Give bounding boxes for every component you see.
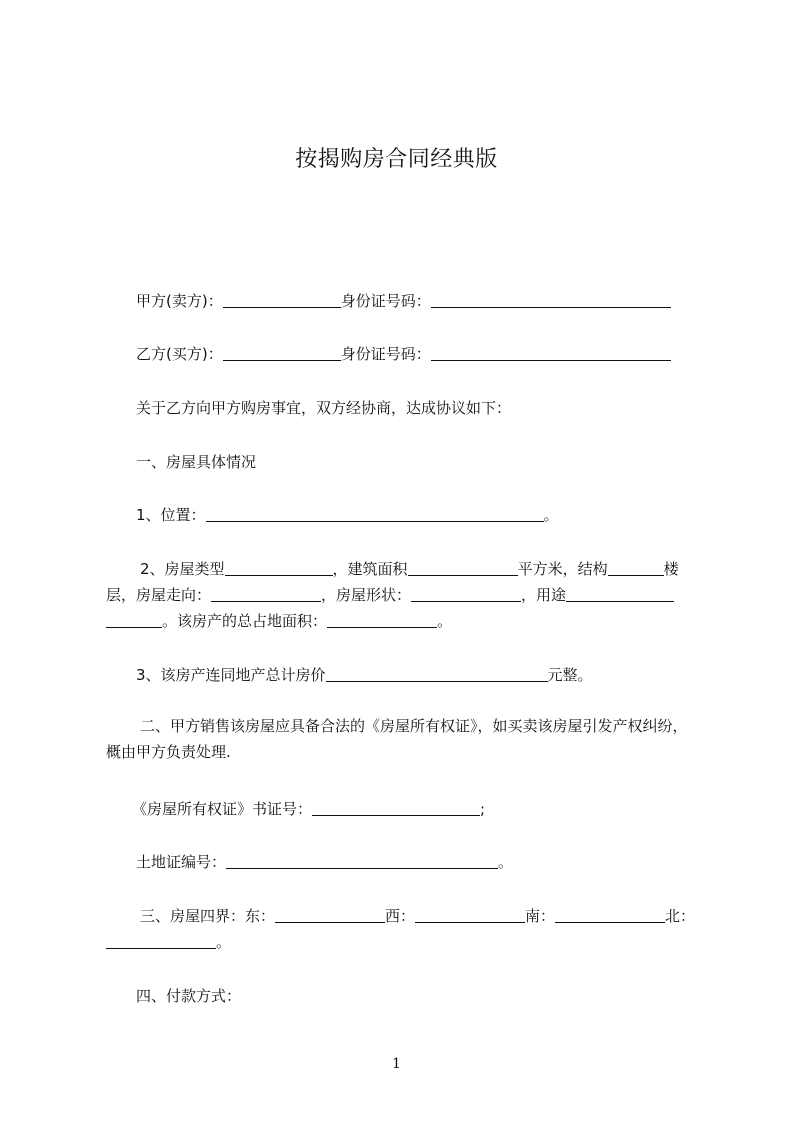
structure-blank[interactable]	[608, 561, 664, 576]
land-area-blank[interactable]	[327, 613, 437, 628]
party-b-line	[136, 345, 671, 363]
section4-heading: 四、付款方式：	[136, 987, 242, 1005]
use-blank[interactable]	[566, 587, 674, 602]
cert-label: 《房屋所有权证》书证号：	[132, 800, 313, 818]
price-label: 3、该房产连同地产总计房价	[136, 666, 326, 684]
cert-end: ;	[480, 800, 486, 818]
orientation-blank[interactable]	[211, 587, 321, 602]
house-details-line-3	[106, 612, 452, 630]
land-cert-label: 土地证编号：	[136, 853, 227, 871]
page-number: 1	[392, 1056, 401, 1072]
house-details-line-1	[140, 560, 679, 578]
price-end: 元整。	[547, 666, 593, 684]
house-details-line-2	[106, 586, 674, 604]
intro-text: 关于乙方向甲方购房事宜，双方经协商，达成协议如下：	[136, 399, 512, 417]
price-line	[136, 666, 593, 684]
land-area-end: 。	[437, 612, 453, 630]
land-cert-blank[interactable]	[226, 854, 498, 869]
location-label: 1、位置：	[136, 506, 206, 524]
west-label: 西：	[385, 907, 416, 925]
south-blank[interactable]	[555, 908, 665, 923]
boundaries-line-1	[140, 907, 695, 925]
use-blank-continued[interactable]	[106, 613, 162, 628]
building-area-label: ，建筑面积	[332, 560, 408, 578]
orientation-label: 层，房屋走向：	[106, 586, 212, 604]
area-unit-structure-label: 平方米，结构	[517, 560, 608, 578]
party-a-line	[136, 292, 671, 310]
use-label: ，用途	[521, 586, 567, 604]
land-cert-line	[136, 853, 513, 871]
party-a-name-blank[interactable]	[223, 293, 341, 308]
shape-blank[interactable]	[411, 587, 521, 602]
party-b-name-blank[interactable]	[223, 346, 341, 361]
party-b-label: 乙方(买方)：	[136, 345, 223, 363]
party-b-id-label: 身份证号码：	[340, 345, 431, 363]
land-area-label: 。该房产的总占地面积：	[162, 612, 328, 630]
party-a-id-blank[interactable]	[431, 293, 671, 308]
boundaries-label-east: 三、房屋四界：东：	[140, 907, 276, 925]
boundaries-line-2	[106, 933, 231, 951]
west-blank[interactable]	[415, 908, 525, 923]
house-type-label: 2、房屋类型	[140, 560, 225, 578]
south-label: 南：	[525, 907, 556, 925]
party-a-id-label: 身份证号码：	[340, 292, 431, 310]
cert-blank[interactable]	[312, 801, 480, 816]
east-blank[interactable]	[275, 908, 385, 923]
north-label: 北：	[665, 907, 696, 925]
location-line	[136, 506, 559, 524]
location-blank[interactable]	[206, 507, 544, 522]
shape-label: ，房屋形状：	[321, 586, 412, 604]
section1-heading: 一、房屋具体情况	[136, 453, 257, 471]
cert-line	[132, 800, 485, 818]
price-blank[interactable]	[326, 667, 548, 682]
document-title: 按揭购房合同经典版	[295, 147, 498, 172]
section2-paragraph: 二、甲方销售该房屋应具备合法的《房屋所有权证》，如买卖该房屋引发产权纠纷，概由甲方负责处理.	[106, 717, 688, 761]
location-end: 。	[543, 506, 559, 524]
north-blank[interactable]	[106, 934, 216, 949]
land-cert-end: 。	[498, 853, 514, 871]
party-b-id-blank[interactable]	[431, 346, 671, 361]
boundaries-end: 。	[216, 933, 232, 951]
building-area-blank[interactable]	[408, 561, 518, 576]
floor-label: 楼	[663, 560, 679, 578]
house-type-blank[interactable]	[225, 561, 333, 576]
party-a-label: 甲方(卖方)：	[136, 292, 223, 310]
